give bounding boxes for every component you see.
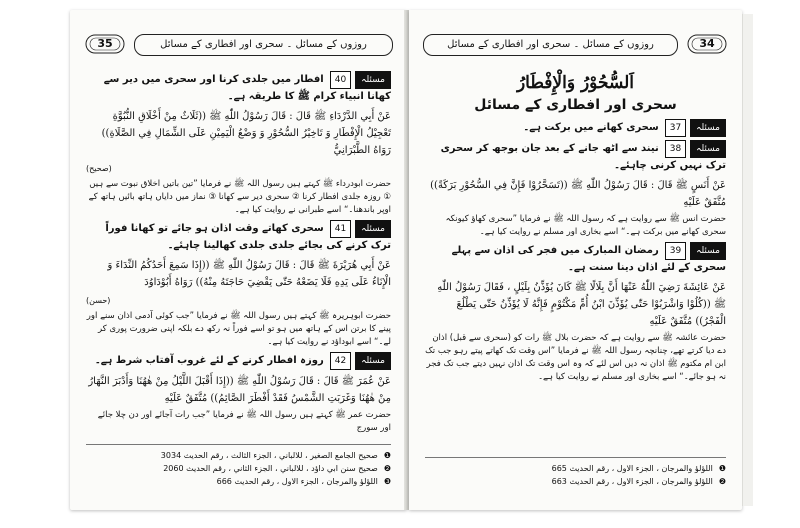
right-footnotes — [425, 457, 726, 488]
hadith-translation: حضرت عائشہ ﷺ سے روایت ہے کہ حضرت بلال ﷺ رات کو (سحری سے قبل) اذان دے دیا کرتے تھے، چنانچہ رسول اللہ ﷺ نے فرمایا ”اس وقت تک کھاتے پیتے رہو جب تک ابن ام مکتوم ﷺ اذان نہ دیں اس لئے کہ وہ اس وقت تک اذان نہیں دیتے جب تک فجر نہ ہو جائے۔“ اسے بخاری اور مسلم نے روایت کیا ہے۔ — [425, 333, 726, 382]
left-header-banner: روزوں کے مسائل ۔ سحری اور افطاری کے مسائل — [134, 34, 393, 56]
open-book — [18, 10, 782, 518]
masala-41 — [86, 220, 391, 254]
hadith-translation: حضرت عمر ﷺ کہتے ہیں رسول اللہ ﷺ نے فرمایا ”جب رات آجائے اور دن چلا جائے اور سورج — [97, 410, 391, 433]
hadith-translation: حضرت ابودرداء ﷺ کہتے ہیں رسول اللہ ﷺ نے فرمایا ”تین باتیں اخلاق نبوت سے ہیں ① روزہ جلدی افطار کرنا ② سحری دیر سے کھانا ③ نماز میں دایاں ہاتھ بائیں ہاتھ کے اوپر باندھنا۔“ اسے طبرانی نے روایت کیا ہے۔ — [88, 179, 391, 215]
page-edges — [742, 14, 753, 506]
chapter-title-arabic: اَلسُّحُوْرُ وَالْإِفْطَارُ — [516, 73, 635, 93]
footnote — [86, 475, 391, 488]
footnote — [425, 462, 726, 475]
right-page-body — [425, 68, 726, 386]
masala-37 — [425, 119, 726, 137]
hadith-translation: حضرت انس ﷺ سے روایت ہے کہ رسول اللہ ﷺ نے فرمایا ”سحری کھاؤ کیونکہ سحری کھانے میں برکت ہے۔“ اسے بخاری اور مسلم نے روایت کیا ہے۔ — [445, 214, 726, 237]
masala-label: مسئلہ — [690, 242, 726, 260]
hadith-grade: (صحيح) — [86, 164, 112, 173]
hadith-grade: (حسن) — [86, 296, 111, 305]
footnote-text: اللؤلؤ والمرجان ، الجزء الاول ، رقم الحديث 665 — [551, 464, 713, 473]
footnote — [86, 462, 391, 475]
left-page-header — [84, 34, 393, 56]
hadith-arabic: عَنْ أَنَسٍ ﷺ قَالَ : قَالَ رَسُوْلُ اللّٰهِ ﷺ ((تَسَحَّرُوْا فَإِنَّ فِي السُّحُوْرِ بَرَكَةً)) مُتَّفَقٌ عَلَيْهِ — [430, 180, 726, 208]
left-page — [70, 10, 407, 510]
footnote-marker-icon: ❷ — [718, 477, 726, 486]
masala-38 — [425, 140, 726, 174]
masala-title: افطار میں جلدی کرنا اور سحری میں دیر سے کھانا انبیاء کرام ﷺ کا طریقہ ہے۔ — [103, 74, 391, 102]
masala-label: مسئلہ — [690, 140, 726, 158]
masala-title: سحری کھانے میں برکت ہے۔ — [523, 122, 659, 133]
footnote-marker-icon: ❸ — [383, 477, 391, 486]
chapter-title-urdu: سحری اور افطاری کے مسائل — [474, 97, 677, 113]
footnote-marker-icon: ❶ — [383, 451, 391, 460]
hadith-arabic: عَنْ عُمَرَ ﷺ قَالَ : قَالَ رَسُوْلُ اللّٰهِ ﷺ ((إِذَا أَقْبَلَ اللَّيْلُ مِنْ هٰهُنَا وَأَدْبَرَ النَّهَارُ مِنْ هٰهُنَا وَغَرَبَتِ الشَّمْسُ فَقَدْ أَفْطَرَ الصَّائِمُ)) مُتَّفَقٌ عَلَيْهِ — [88, 376, 391, 404]
footnote-text: اللؤلؤ والمرجان ، الجزء الاول ، رقم الحديث 666 — [216, 477, 378, 486]
left-footnotes — [86, 444, 391, 488]
footnote-marker-icon: ❶ — [718, 464, 726, 473]
right-header-banner: روزوں کے مسائل ۔ سحری اور افطاری کے مسائل — [423, 34, 678, 56]
hadith-translation: حضرت ابوہریرہ ﷺ کہتے ہیں رسول اللہ ﷺ نے فرمایا ”جب کوئی آدمی اذان سنے اور پینے کا برتن اس کے ہاتھ میں ہو تو اسے فوراً نہ رکھ دے بلکہ اپنی ضرورت پوری کر لے۔“ اسے ابوداؤد نے روایت کیا ہے۔ — [86, 311, 391, 347]
masala-number: 42 — [330, 352, 351, 370]
masala-title: روزہ افطار کرنے کے لئے غروب آفتاب شرط ہے۔ — [94, 355, 324, 366]
masala-title: رمضان المبارک میں فجر کی اذان سے پہلے سحری کے لئے اذان دینا سنت ہے۔ — [451, 245, 726, 273]
right-page — [409, 10, 742, 510]
footnote-marker-icon: ❷ — [383, 464, 391, 473]
masala-number: 40 — [330, 71, 351, 89]
left-page-body — [86, 68, 391, 437]
masala-42 — [86, 352, 391, 370]
footnote-text: صحيح سنن ابي داؤد ، للالباني ، الجزء الثاني ، رقم الحديث 2060 — [163, 464, 378, 473]
masala-label: مسئلہ — [355, 71, 391, 89]
masala-number: 37 — [665, 119, 686, 137]
left-page-number-text: 35 — [97, 37, 113, 50]
footnote-text: صحيح الجامع الصغير ، للالباني ، الجزء الثالث ، رقم الحديث 3034 — [160, 451, 378, 460]
masala-number: 41 — [330, 220, 351, 238]
footnote — [86, 449, 391, 462]
hadith-arabic: عَنْ عَائِشَةَ رَضِيَ اللّٰهُ عَنْهَا أَنَّ بِلَالًا ﷺ كَانَ يُؤَذِّنُ بِلَيْلٍ ، فَقَالَ رَسُوْلُ اللّٰهِ ﷺ ((كُلُوْا وَاشْرَبُوْا حَتّٰى يُؤَذِّنَ ابْنُ أُمِّ مَكْتُوْمٍ فَإِنَّهُ لَا يُؤَذِّنُ حَتّٰى يَطْلُعَ الْفَجْرُ)) مُتَّفَقٌ عَلَيْهِ — [437, 282, 726, 327]
masala-label: مسئلہ — [690, 119, 726, 137]
masala-number: 39 — [665, 242, 686, 260]
masala-title: نیند سے اٹھ جانے کے بعد جان بوجھ کر سحری ترک نہیں کرنی چاہئے۔ — [440, 143, 726, 171]
masala-40 — [86, 71, 391, 105]
hadith-arabic: عَنْ أَبِي هُرَيْرَةَ ﷺ قَالَ : قَالَ رَسُوْلُ اللّٰهِ ﷺ ((إِذَا سَمِعَ أَحَدُكُمُ النِّدَاءَ وَ الْإِنَاءُ عَلَى يَدِهِ فَلَا يَضَعْهُ حَتّٰى يَقْضِيَ حَاجَتَهُ مِنْهُ)) رَوَاهُ أَبُوْدَاوُدَ — [107, 260, 391, 288]
masala-number: 38 — [665, 140, 686, 158]
right-page-number — [686, 32, 728, 56]
masala-label: مسئلہ — [355, 220, 391, 238]
masala-label: مسئلہ — [355, 352, 391, 370]
left-page-number — [84, 32, 126, 56]
hadith-arabic: عَنْ أَبِي الدَّرْدَاءِ ﷺ قَالَ : قَالَ رَسُوْلُ اللّٰهِ ﷺ ((ثَلَاثٌ مِنْ أَخْلَاقِ النُّبُوَّةِ تَعْجِيْلُ الْإِفْطَارِ وَ تَاخِيْرُ السُّحُوْرِ وَ وَضْعُ الْيَمِيْنِ عَلَى الشِّمَالِ فِي الصَّلَاةِ)) رَوَاهُ الطَّبْرَانِيُّ — [101, 111, 391, 156]
right-page-number-text: 34 — [699, 37, 715, 50]
masala-title: سحری کھاتے وقت اذان ہو جائے تو کھانا فوراً ترک کرنے کی بجائے جلدی جلدی کھالینا چاہئے۔ — [105, 223, 391, 251]
chapter-title — [425, 72, 726, 116]
right-page-header — [423, 34, 728, 56]
masala-39 — [425, 242, 726, 276]
footnote-text: اللؤلؤ والمرجان ، الجزء الاول ، رقم الحديث 663 — [551, 477, 713, 486]
footnote — [425, 475, 726, 488]
